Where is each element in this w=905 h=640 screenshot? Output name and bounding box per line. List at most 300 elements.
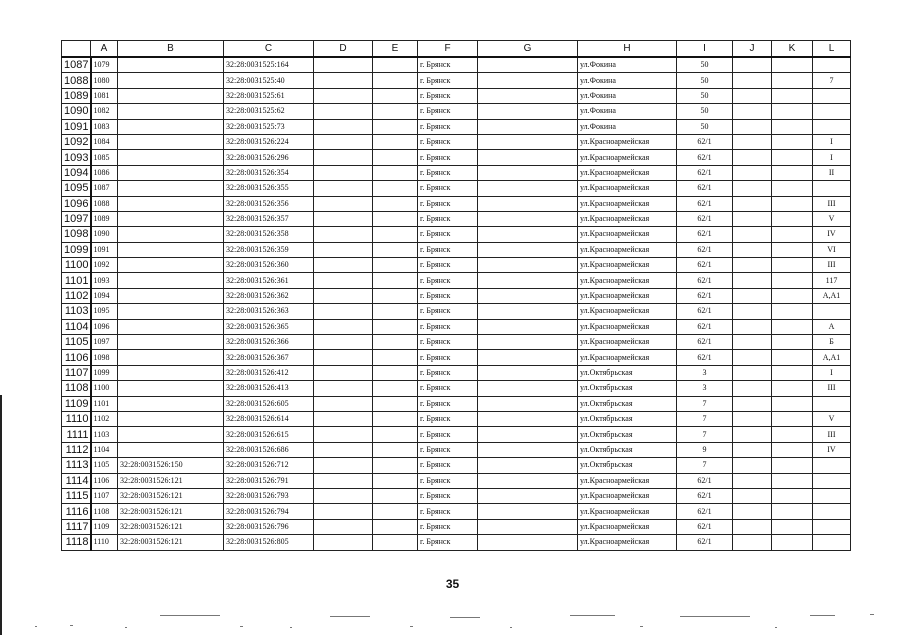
- cell-d: [314, 73, 373, 88]
- cell-b: [118, 134, 224, 149]
- row-number-cell: 1087: [62, 57, 91, 73]
- cell-f: г. Брянск: [418, 196, 478, 211]
- cell-a: 1101: [91, 396, 118, 411]
- cell-c: 32:28:0031526:296: [224, 150, 314, 165]
- cell-d: [314, 57, 373, 73]
- table-row: [62, 488, 851, 503]
- cell-c: 32:28:0031526:796: [224, 519, 314, 534]
- cell-f: г. Брянск: [418, 119, 478, 134]
- cell-g: [478, 150, 578, 165]
- cell-c: 32:28:0031525:62: [224, 104, 314, 119]
- cell-b: [118, 288, 224, 303]
- cell-f: г. Брянск: [418, 396, 478, 411]
- cell-a: 1093: [91, 273, 118, 288]
- cell-c: 32:28:0031526:355: [224, 181, 314, 196]
- cell-f: г. Брянск: [418, 335, 478, 350]
- cell-h: ул.Октябрьская: [578, 427, 677, 442]
- cell-h: ул.Красноармейская: [578, 242, 677, 257]
- cell-a: 1100: [91, 381, 118, 396]
- cell-c: 32:28:0031526:361: [224, 273, 314, 288]
- cell-e: [373, 242, 418, 257]
- cell-e: [373, 335, 418, 350]
- cell-a: 1106: [91, 473, 118, 488]
- cell-f: г. Брянск: [418, 181, 478, 196]
- cell-e: [373, 73, 418, 88]
- column-header-h: H: [578, 41, 677, 58]
- table-row: [62, 519, 851, 534]
- cell-l: [813, 57, 851, 73]
- cell-j: [733, 165, 772, 180]
- cell-h: ул.Красноармейская: [578, 196, 677, 211]
- property-register-table: [61, 40, 851, 551]
- table-row: [62, 442, 851, 457]
- cell-k: [772, 242, 813, 257]
- cell-g: [478, 427, 578, 442]
- cell-c: 32:28:0031526:365: [224, 319, 314, 334]
- row-number-cell: 1116: [62, 504, 91, 519]
- cell-h: ул.Красноармейская: [578, 134, 677, 149]
- cell-l: IV: [813, 227, 851, 242]
- cell-g: [478, 411, 578, 426]
- cell-b: [118, 335, 224, 350]
- cell-b: 32:28:0031526:121: [118, 473, 224, 488]
- row-number-cell: 1118: [62, 535, 91, 550]
- cell-j: [733, 442, 772, 457]
- cell-h: ул.Красноармейская: [578, 535, 677, 550]
- row-number-cell: 1092: [62, 134, 91, 149]
- cell-j: [733, 57, 772, 73]
- cell-f: г. Брянск: [418, 519, 478, 534]
- cell-a: 1082: [91, 104, 118, 119]
- cell-c: 32:28:0031525:61: [224, 88, 314, 103]
- cell-l: V: [813, 411, 851, 426]
- cell-a: 1087: [91, 181, 118, 196]
- cell-b: 32:28:0031526:121: [118, 504, 224, 519]
- row-number-cell: 1098: [62, 227, 91, 242]
- cell-l: [813, 458, 851, 473]
- cell-h: ул.Красноармейская: [578, 519, 677, 534]
- column-header-l: L: [813, 41, 851, 58]
- cell-c: 32:28:0031526:615: [224, 427, 314, 442]
- cell-b: [118, 104, 224, 119]
- cell-i: 62/1: [677, 150, 733, 165]
- cell-g: [478, 396, 578, 411]
- cell-g: [478, 535, 578, 550]
- table-row: [62, 335, 851, 350]
- cell-e: [373, 288, 418, 303]
- cell-l: [813, 104, 851, 119]
- cell-k: [772, 458, 813, 473]
- table-row: [62, 458, 851, 473]
- cell-g: [478, 165, 578, 180]
- cell-c: 32:28:0031526:354: [224, 165, 314, 180]
- cell-f: г. Брянск: [418, 488, 478, 503]
- cell-l: А: [813, 319, 851, 334]
- table-row: [62, 365, 851, 380]
- cell-e: [373, 535, 418, 550]
- cell-d: [314, 458, 373, 473]
- cell-c: 32:28:0031526:712: [224, 458, 314, 473]
- cell-h: ул.Красноармейская: [578, 504, 677, 519]
- cell-f: г. Брянск: [418, 258, 478, 273]
- cell-b: [118, 365, 224, 380]
- cell-d: [314, 411, 373, 426]
- cell-l: [813, 396, 851, 411]
- cell-c: 32:28:0031526:356: [224, 196, 314, 211]
- cell-d: [314, 519, 373, 534]
- cell-c: 32:28:0031526:360: [224, 258, 314, 273]
- cell-b: [118, 258, 224, 273]
- cell-h: ул.Красноармейская: [578, 473, 677, 488]
- cell-a: 1107: [91, 488, 118, 503]
- cell-i: 62/1: [677, 504, 733, 519]
- cell-d: [314, 304, 373, 319]
- cell-g: [478, 211, 578, 226]
- cell-e: [373, 273, 418, 288]
- cell-g: [478, 273, 578, 288]
- cell-b: 32:28:0031526:150: [118, 458, 224, 473]
- cell-b: [118, 273, 224, 288]
- row-number-cell: 1088: [62, 73, 91, 88]
- cell-h: ул.Красноармейская: [578, 273, 677, 288]
- cell-e: [373, 319, 418, 334]
- table-row: [62, 288, 851, 303]
- cell-j: [733, 319, 772, 334]
- cell-k: [772, 427, 813, 442]
- table-row: [62, 88, 851, 103]
- cell-i: 62/1: [677, 227, 733, 242]
- column-header-i: I: [677, 41, 733, 58]
- cell-l: 7: [813, 73, 851, 88]
- cell-g: [478, 473, 578, 488]
- cell-d: [314, 273, 373, 288]
- cell-h: ул.Красноармейская: [578, 319, 677, 334]
- cell-h: ул.Красноармейская: [578, 488, 677, 503]
- cell-f: г. Брянск: [418, 504, 478, 519]
- cell-l: III: [813, 381, 851, 396]
- cell-h: ул.Октябрьская: [578, 381, 677, 396]
- cell-k: [772, 119, 813, 134]
- cell-l: А,А1: [813, 288, 851, 303]
- row-number-cell: 1096: [62, 196, 91, 211]
- cell-e: [373, 504, 418, 519]
- cell-k: [772, 396, 813, 411]
- cell-j: [733, 104, 772, 119]
- cell-i: 50: [677, 57, 733, 73]
- cell-f: г. Брянск: [418, 273, 478, 288]
- cell-j: [733, 473, 772, 488]
- cell-j: [733, 488, 772, 503]
- cell-a: 1104: [91, 442, 118, 457]
- cell-h: ул.Красноармейская: [578, 227, 677, 242]
- table-row: [62, 227, 851, 242]
- cell-c: 32:28:0031526:224: [224, 134, 314, 149]
- row-number-cell: 1107: [62, 365, 91, 380]
- table-row: [62, 165, 851, 180]
- cell-l: [813, 535, 851, 550]
- row-number-cell: 1091: [62, 119, 91, 134]
- page-number: 35: [445, 577, 460, 591]
- cell-g: [478, 458, 578, 473]
- cell-i: 62/1: [677, 165, 733, 180]
- cell-k: [772, 411, 813, 426]
- cell-f: г. Брянск: [418, 365, 478, 380]
- cell-g: [478, 350, 578, 365]
- cell-i: 62/1: [677, 335, 733, 350]
- cell-a: 1096: [91, 319, 118, 334]
- table-body: [62, 57, 851, 550]
- cell-j: [733, 365, 772, 380]
- cell-g: [478, 57, 578, 73]
- cell-j: [733, 119, 772, 134]
- cell-i: 62/1: [677, 258, 733, 273]
- cell-f: г. Брянск: [418, 134, 478, 149]
- cell-k: [772, 134, 813, 149]
- cell-b: [118, 350, 224, 365]
- cell-c: 32:28:0031525:73: [224, 119, 314, 134]
- cell-a: 1081: [91, 88, 118, 103]
- cell-b: [118, 150, 224, 165]
- scan-page-edge: [0, 395, 2, 635]
- cell-e: [373, 411, 418, 426]
- cell-e: [373, 134, 418, 149]
- cell-k: [772, 365, 813, 380]
- cell-g: [478, 304, 578, 319]
- cell-e: [373, 165, 418, 180]
- cell-a: 1094: [91, 288, 118, 303]
- cell-j: [733, 181, 772, 196]
- cell-f: г. Брянск: [418, 288, 478, 303]
- cell-b: [118, 196, 224, 211]
- cell-h: ул.Октябрьская: [578, 365, 677, 380]
- table-row: [62, 427, 851, 442]
- cell-f: г. Брянск: [418, 57, 478, 73]
- cell-i: 50: [677, 73, 733, 88]
- cell-b: [118, 119, 224, 134]
- cell-b: [118, 211, 224, 226]
- table-row: [62, 381, 851, 396]
- cell-a: 1085: [91, 150, 118, 165]
- cell-b: [118, 304, 224, 319]
- cell-k: [772, 165, 813, 180]
- cell-f: г. Брянск: [418, 88, 478, 103]
- cell-b: [118, 88, 224, 103]
- cell-i: 62/1: [677, 181, 733, 196]
- cell-c: 32:28:0031525:40: [224, 73, 314, 88]
- cell-j: [733, 88, 772, 103]
- cell-b: 32:28:0031526:121: [118, 519, 224, 534]
- cell-g: [478, 288, 578, 303]
- cell-g: [478, 488, 578, 503]
- row-number-cell: 1110: [62, 411, 91, 426]
- cell-h: ул.Октябрьская: [578, 458, 677, 473]
- cell-a: 1098: [91, 350, 118, 365]
- cell-b: [118, 73, 224, 88]
- row-number-cell: 1104: [62, 319, 91, 334]
- cell-l: III: [813, 427, 851, 442]
- cell-f: г. Брянск: [418, 458, 478, 473]
- cell-e: [373, 365, 418, 380]
- cell-l: [813, 181, 851, 196]
- cell-c: 32:28:0031526:791: [224, 473, 314, 488]
- cell-k: [772, 304, 813, 319]
- cell-i: 50: [677, 88, 733, 103]
- cell-j: [733, 150, 772, 165]
- row-number-cell: 1103: [62, 304, 91, 319]
- row-number-cell: 1106: [62, 350, 91, 365]
- cell-c: 32:28:0031526:366: [224, 335, 314, 350]
- cell-e: [373, 88, 418, 103]
- cell-j: [733, 73, 772, 88]
- cell-b: [118, 165, 224, 180]
- cell-b: [118, 242, 224, 257]
- column-header-c: C: [224, 41, 314, 58]
- cell-e: [373, 227, 418, 242]
- cell-b: [118, 57, 224, 73]
- cell-g: [478, 119, 578, 134]
- cell-d: [314, 150, 373, 165]
- cell-k: [772, 258, 813, 273]
- cell-f: г. Брянск: [418, 535, 478, 550]
- cell-j: [733, 258, 772, 273]
- cell-c: 32:28:0031526:359: [224, 242, 314, 257]
- table-row: [62, 242, 851, 257]
- cell-i: 7: [677, 411, 733, 426]
- cell-f: г. Брянск: [418, 411, 478, 426]
- cell-l: IV: [813, 442, 851, 457]
- cell-b: [118, 181, 224, 196]
- cell-d: [314, 473, 373, 488]
- cell-d: [314, 504, 373, 519]
- cell-l: I: [813, 134, 851, 149]
- cell-f: г. Брянск: [418, 227, 478, 242]
- cell-e: [373, 304, 418, 319]
- cell-i: 62/1: [677, 273, 733, 288]
- cell-k: [772, 535, 813, 550]
- cell-c: 32:28:0031526:605: [224, 396, 314, 411]
- table-row: [62, 350, 851, 365]
- cell-j: [733, 458, 772, 473]
- row-number-cell: 1093: [62, 150, 91, 165]
- cell-h: ул.Октябрьская: [578, 396, 677, 411]
- cell-l: [813, 488, 851, 503]
- cell-k: [772, 519, 813, 534]
- table-row: [62, 258, 851, 273]
- cell-f: г. Брянск: [418, 427, 478, 442]
- cell-k: [772, 88, 813, 103]
- scan-noise-dots: [30, 612, 890, 632]
- cell-k: [772, 181, 813, 196]
- cell-d: [314, 211, 373, 226]
- cell-e: [373, 119, 418, 134]
- cell-h: ул.Красноармейская: [578, 165, 677, 180]
- cell-j: [733, 535, 772, 550]
- row-number-cell: 1097: [62, 211, 91, 226]
- cell-d: [314, 242, 373, 257]
- cell-e: [373, 396, 418, 411]
- cell-h: ул.Красноармейская: [578, 181, 677, 196]
- cell-g: [478, 258, 578, 273]
- cell-j: [733, 411, 772, 426]
- cell-k: [772, 211, 813, 226]
- cell-k: [772, 273, 813, 288]
- cell-d: [314, 258, 373, 273]
- table-row: [62, 73, 851, 88]
- cell-e: [373, 458, 418, 473]
- cell-b: 32:28:0031526:121: [118, 535, 224, 550]
- table-row: [62, 104, 851, 119]
- cell-b: [118, 411, 224, 426]
- cell-j: [733, 396, 772, 411]
- table-row: [62, 273, 851, 288]
- cell-c: 32:28:0031526:805: [224, 535, 314, 550]
- cell-k: [772, 488, 813, 503]
- cell-k: [772, 196, 813, 211]
- cell-g: [478, 227, 578, 242]
- cell-k: [772, 150, 813, 165]
- cell-k: [772, 335, 813, 350]
- cell-h: ул.Фокина: [578, 57, 677, 73]
- cell-j: [733, 242, 772, 257]
- cell-i: 62/1: [677, 350, 733, 365]
- table-row: [62, 504, 851, 519]
- cell-k: [772, 104, 813, 119]
- row-number-cell: 1117: [62, 519, 91, 534]
- cell-e: [373, 488, 418, 503]
- table-row: [62, 319, 851, 334]
- cell-g: [478, 442, 578, 457]
- cell-k: [772, 381, 813, 396]
- spreadsheet-table-container: [61, 40, 850, 551]
- table-row: [62, 134, 851, 149]
- cell-d: [314, 381, 373, 396]
- cell-b: [118, 442, 224, 457]
- cell-a: 1086: [91, 165, 118, 180]
- cell-c: 32:28:0031526:412: [224, 365, 314, 380]
- cell-e: [373, 150, 418, 165]
- cell-a: 1084: [91, 134, 118, 149]
- row-number-cell: 1102: [62, 288, 91, 303]
- cell-b: 32:28:0031526:121: [118, 488, 224, 503]
- cell-j: [733, 504, 772, 519]
- cell-d: [314, 134, 373, 149]
- cell-j: [733, 211, 772, 226]
- cell-a: 1092: [91, 258, 118, 273]
- cell-c: 32:28:0031526:362: [224, 288, 314, 303]
- cell-c: 32:28:0031525:164: [224, 57, 314, 73]
- cell-e: [373, 350, 418, 365]
- cell-c: 32:28:0031526:793: [224, 488, 314, 503]
- cell-j: [733, 427, 772, 442]
- table-row: [62, 57, 851, 73]
- cell-k: [772, 442, 813, 457]
- cell-k: [772, 73, 813, 88]
- cell-j: [733, 227, 772, 242]
- cell-i: 9: [677, 442, 733, 457]
- cell-h: ул.Красноармейская: [578, 335, 677, 350]
- corner-header-cell: [62, 41, 91, 58]
- cell-l: II: [813, 165, 851, 180]
- cell-d: [314, 227, 373, 242]
- cell-g: [478, 365, 578, 380]
- cell-i: 62/1: [677, 242, 733, 257]
- cell-g: [478, 181, 578, 196]
- cell-l: I: [813, 365, 851, 380]
- cell-c: 32:28:0031526:363: [224, 304, 314, 319]
- cell-b: [118, 227, 224, 242]
- table-row: [62, 304, 851, 319]
- cell-k: [772, 473, 813, 488]
